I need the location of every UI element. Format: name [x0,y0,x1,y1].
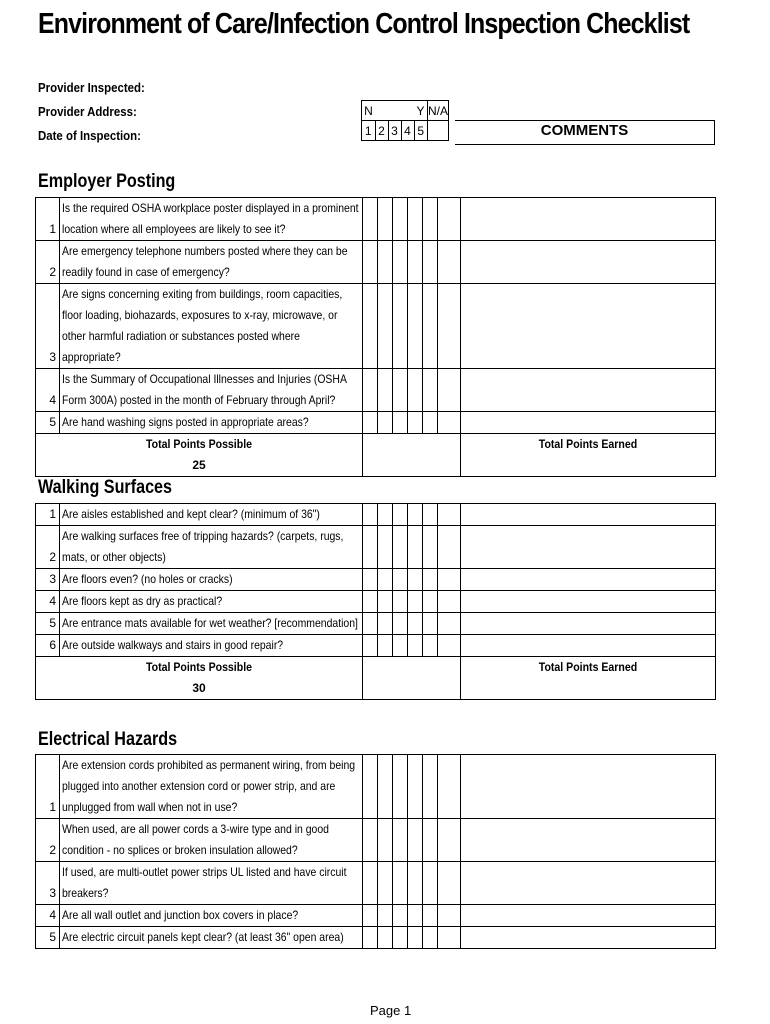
rating-cell-2[interactable] [378,905,393,927]
comment-cell[interactable] [461,819,716,862]
scale-2: 2 [375,121,388,141]
item-number: 2 [36,241,60,284]
rating-cell-4[interactable] [408,198,423,241]
rating-cell-5[interactable] [423,569,438,591]
comment-cell[interactable] [461,755,716,819]
rating-cell-5[interactable] [423,412,438,434]
rating-cell-na[interactable] [438,755,461,819]
item-question-text: Are hand washing signs posted in appropriate areas? [62,415,309,429]
provider-address-label: Provider Address: [38,104,137,119]
rating-cell-5[interactable] [423,284,438,369]
rating-cell-5[interactable] [423,635,438,657]
comment-cell[interactable] [461,635,716,657]
rating-cell-3[interactable] [393,526,408,569]
rating-cell-3[interactable] [393,927,408,949]
item-number: 4 [36,905,60,927]
comment-cell[interactable] [461,241,716,284]
item-question [60,591,363,613]
rating-cell-5[interactable] [423,369,438,412]
rating-cell-4[interactable] [408,819,423,862]
item-number: 6 [36,635,60,657]
rating-cell-2[interactable] [378,755,393,819]
section-title-employer-posting: Employer Posting [38,171,176,192]
rating-cell-na[interactable] [438,819,461,862]
total-points-earned[interactable] [461,434,716,477]
item-number: 3 [36,569,60,591]
comment-cell[interactable] [461,198,716,241]
rating-cell-2[interactable] [378,569,393,591]
item-question [60,569,363,591]
section-title-electrical-hazards: Electrical Hazards [38,729,178,750]
scale-na-label: N/A [428,101,449,121]
rating-cell-4[interactable] [408,635,423,657]
rating-cell-2[interactable] [378,241,393,284]
item-question-text: Are outside walkways and stairs in good repair? [62,638,284,652]
rating-cell-3[interactable] [393,198,408,241]
item-number: 1 [36,755,60,819]
item-question-text: Are walking surfaces free of tripping hazards? (carpets, rugs, mats, or other objects) [62,529,344,564]
rating-cell-na[interactable] [438,504,461,526]
rating-cell-2[interactable] [378,369,393,412]
item-number: 2 [36,819,60,862]
date-of-inspection-label: Date of Inspection: [38,128,141,143]
rating-cell-4[interactable] [408,755,423,819]
checklist-row [36,198,716,241]
checklist-row [36,569,716,591]
rating-cell-4[interactable] [408,613,423,635]
comment-cell[interactable] [461,569,716,591]
rating-cell-4[interactable] [408,504,423,526]
item-question [60,635,363,657]
comment-cell[interactable] [461,526,716,569]
checklist-row [36,591,716,613]
section-title-walking-surfaces: Walking Surfaces [38,477,173,498]
page-number: Page 1 [370,1003,412,1018]
checklist-row [36,755,716,819]
item-question-text: Are entrance mats available for wet weather? [recommendation] [62,616,358,630]
total-points-possible [36,434,363,477]
rating-cell-5[interactable] [423,927,438,949]
item-number: 2 [36,526,60,569]
total-possible-label: Total Points Possible [145,437,253,451]
rating-cell-3[interactable] [393,755,408,819]
rating-cell-3[interactable] [393,905,408,927]
rating-cell-5[interactable] [423,905,438,927]
rating-cell-2[interactable] [378,927,393,949]
checklist-row [36,504,716,526]
item-question [60,819,363,862]
rating-cell-na[interactable] [438,927,461,949]
item-question-text: Are extension cords prohibited as permanent wiring, from being plugged into another extension cord or power strip, and are unplugged from wall when not in use? [62,758,356,814]
rating-cell-3[interactable] [393,369,408,412]
item-question [60,526,363,569]
total-earned-label: Total Points Earned [538,437,638,451]
total-points-possible [36,657,363,700]
section-electrical-hazards [35,754,716,949]
rating-cell-4[interactable] [408,569,423,591]
page-title: Environment of Care/Infection Control Inspection Checklist [38,8,690,40]
rating-cell-3[interactable] [393,412,408,434]
rating-cell-3[interactable] [393,504,408,526]
item-question-text: Is the required OSHA workplace poster displayed in a prominent location where all employees are likely to see it? [62,201,359,236]
rating-cell-3[interactable] [393,635,408,657]
totals-row [36,434,716,477]
rating-cell-na[interactable] [438,905,461,927]
comment-cell[interactable] [461,613,716,635]
checklist-row [36,927,716,949]
item-question-text: Are floors kept as dry as practical? [62,594,223,608]
checklist-row [36,369,716,412]
item-number: 3 [36,284,60,369]
totals-row [36,657,716,700]
rating-cell-na[interactable] [438,569,461,591]
scale-3: 3 [388,121,401,141]
rating-cell-4[interactable] [408,284,423,369]
rating-cell-2[interactable] [378,198,393,241]
rating-cell-2[interactable] [378,504,393,526]
item-question [60,613,363,635]
item-number: 4 [36,591,60,613]
rating-cell-2[interactable] [378,862,393,905]
item-question-text: Are electric circuit panels kept clear? (at least 36" open area) [62,930,344,944]
rating-cell-3[interactable] [393,241,408,284]
rating-cell-5[interactable] [423,526,438,569]
item-question-text: Are all wall outlet and junction box covers in place? [62,908,299,922]
comment-cell[interactable] [461,591,716,613]
checklist-row [36,819,716,862]
total-earned-label: Total Points Earned [538,660,638,674]
item-number: 1 [36,504,60,526]
rating-cell-2[interactable] [378,526,393,569]
checklist-row [36,241,716,284]
item-question-text: Are emergency telephone numbers posted where they can be readily found in case of emergency? [62,244,348,279]
checklist-row [36,284,716,369]
scale-n-label: N [362,101,376,121]
item-number: 5 [36,613,60,635]
item-number: 5 [36,412,60,434]
total-possible-value: 30 [192,681,206,695]
scale-y-label: Y [414,101,428,121]
checklist-row [36,905,716,927]
provider-inspected-label: Provider Inspected: [38,80,145,95]
item-question [60,927,363,949]
item-question [60,241,363,284]
rating-cell-4[interactable] [408,412,423,434]
rating-cell-na[interactable] [438,241,461,284]
rating-cell-5[interactable] [423,198,438,241]
rating-cell-na[interactable] [438,369,461,412]
scale-4: 4 [401,121,414,141]
rating-scale-header [361,100,449,141]
rating-cell-na[interactable] [438,526,461,569]
section-walking-surfaces [35,503,716,700]
rating-cell-na[interactable] [438,412,461,434]
rating-cell-5[interactable] [423,591,438,613]
item-question-text: When used, are all power cords a 3-wire type and in good condition - no splices or broken insulation allowed? [62,822,329,857]
checklist-row [36,613,716,635]
rating-cell-3[interactable] [393,819,408,862]
checklist-row [36,412,716,434]
rating-cell-5[interactable] [423,613,438,635]
rating-cell-3[interactable] [393,569,408,591]
item-number: 1 [36,198,60,241]
item-question [60,284,363,369]
item-question [60,905,363,927]
rating-cell-2[interactable] [378,819,393,862]
rating-cell-5[interactable] [423,819,438,862]
rating-cell-3[interactable] [393,862,408,905]
rating-cell-na[interactable] [438,862,461,905]
comment-cell[interactable] [461,862,716,905]
rating-cell-5[interactable] [423,755,438,819]
total-possible-value: 25 [192,458,206,472]
rating-cell-na[interactable] [438,284,461,369]
rating-cell-4[interactable] [408,862,423,905]
item-question [60,755,363,819]
item-question [60,412,363,434]
comment-cell[interactable] [461,284,716,369]
item-number: 5 [36,927,60,949]
section-employer-posting [35,197,716,477]
checklist-row [36,635,716,657]
item-number: 4 [36,369,60,412]
item-number: 3 [36,862,60,905]
rating-cell-4[interactable] [408,369,423,412]
checklist-row [36,526,716,569]
rating-cell-3[interactable] [393,613,408,635]
rating-cell-2[interactable] [378,412,393,434]
rating-cell-2[interactable] [378,591,393,613]
rating-cell-3[interactable] [393,284,408,369]
rating-cell-4[interactable] [408,927,423,949]
comment-cell[interactable] [461,412,716,434]
rating-cell-4[interactable] [408,591,423,613]
rating-cell-na[interactable] [438,635,461,657]
rating-cell-4[interactable] [408,905,423,927]
item-question-text: Are aisles established and kept clear? (minimum of 36") [62,507,320,521]
rating-cell-na[interactable] [438,613,461,635]
rating-cell-4[interactable] [408,241,423,284]
scale-5: 5 [414,121,428,141]
rating-cell-2[interactable] [378,284,393,369]
checklist-row [36,862,716,905]
item-question-text: Are floors even? (no holes or cracks) [62,572,233,586]
comment-cell[interactable] [461,369,716,412]
rating-cell-5[interactable] [423,862,438,905]
comment-cell[interactable] [461,927,716,949]
rating-cell-5[interactable] [423,504,438,526]
comment-cell[interactable] [461,905,716,927]
rating-cell-2[interactable] [378,635,393,657]
rating-cell-4[interactable] [408,526,423,569]
total-points-earned[interactable] [461,657,716,700]
total-possible-label: Total Points Possible [145,660,253,674]
rating-cell-5[interactable] [423,241,438,284]
item-question-text: Are signs concerning exiting from buildings, room capacities, floor loading, biohazards, exposures to x-ray, microwave, or other harmful radiation or substances posted where appropriate? [62,287,343,364]
rating-cell-na[interactable] [438,198,461,241]
item-question-text: If used, are multi-outlet power strips UL listed and have circuit breakers? [62,865,347,900]
item-question [60,198,363,241]
comments-header: COMMENTS [455,120,715,145]
rating-cell-na[interactable] [438,591,461,613]
rating-cell-3[interactable] [393,591,408,613]
rating-cell-2[interactable] [378,613,393,635]
item-question [60,862,363,905]
comment-cell[interactable] [461,504,716,526]
scale-1: 1 [362,121,376,141]
item-question-text: Is the Summary of Occupational Illnesses and Injuries (OSHA Form 300A) posted in the month of February through April? [62,372,347,407]
item-question [60,504,363,526]
item-question [60,369,363,412]
